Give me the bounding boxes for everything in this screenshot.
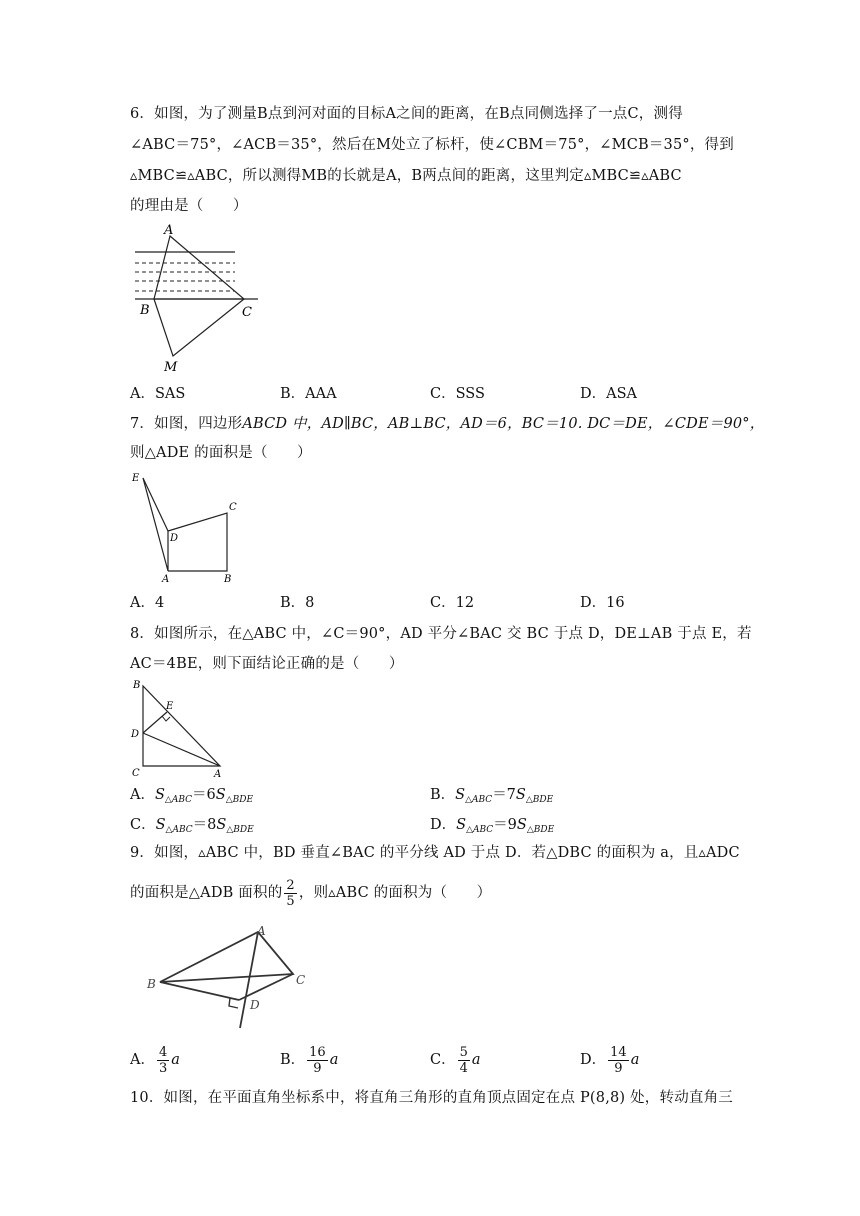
q8-option-b-s2: S: [515, 787, 526, 803]
q7-option-d[interactable]: D．16: [580, 595, 625, 611]
q6-triangle-abc: [154, 236, 244, 299]
q9-triangle-abc: [160, 932, 293, 982]
q9-option-c-den: 4: [459, 1060, 468, 1076]
q9-option-b-den: 9: [313, 1060, 322, 1076]
q7-figure-quadrilateral: [125, 468, 255, 586]
q9-segment-ad: [240, 932, 258, 1028]
q6-option-a[interactable]: A．SAS: [130, 386, 186, 402]
q9-label-a: A: [257, 924, 266, 938]
q9-option-d-var: a: [630, 1052, 640, 1068]
q8-option-b-mid: ＝7: [492, 787, 516, 803]
q8-option-c-s2: S: [216, 817, 227, 833]
q6-figure-river: [120, 222, 270, 374]
q9-option-c-label: C．: [430, 1052, 456, 1068]
q9-option-d-label: D．: [580, 1052, 607, 1068]
q8-option-d-label: D．: [430, 817, 457, 833]
q7-option-b[interactable]: B．8: [280, 595, 315, 611]
q8-label-e: E: [166, 701, 174, 712]
q8-option-d[interactable]: [430, 815, 554, 840]
q9-option-c[interactable]: [430, 1044, 481, 1076]
q8-option-b-sub2: △BDE: [525, 795, 554, 805]
q9-option-c-frac: [458, 1045, 470, 1076]
q7-text-line2: 则△ADE 的面积是（ ）: [130, 445, 312, 461]
q9-option-a-var: a: [171, 1052, 180, 1068]
q6-text-line4: 的理由是（ ）: [130, 198, 248, 214]
q6-text-line2: ∠ABC＝75°，∠ACB＝35°，然后在M处立了标杆，使∠CBM＝75°，∠MCB＝35°，得到: [130, 137, 734, 153]
q6-option-d[interactable]: D．ASA: [580, 386, 638, 402]
q7-label-c: C: [229, 502, 237, 513]
q8-option-d-sub2: △BDE: [526, 825, 555, 835]
q8-option-c-sub2: △BDE: [226, 825, 254, 835]
q7-option-a[interactable]: A．4: [130, 595, 165, 611]
q8-triangle-abc: [143, 686, 220, 766]
q8-option-b-label: B．: [430, 787, 456, 803]
q9-fraction-num: 2: [286, 877, 295, 893]
q7-text-prefix: 7．如图，四边形: [130, 416, 243, 432]
q8-option-a-s2: S: [215, 787, 226, 803]
q8-option-c-label: C．: [130, 817, 156, 833]
q8-option-c-sub1: △ABC: [165, 825, 193, 835]
q9-option-a-frac: [157, 1045, 169, 1076]
q8-option-d-s1: S: [456, 817, 467, 833]
q8-option-a-sub1: △ABC: [164, 795, 193, 805]
q9-option-b-frac: [307, 1045, 328, 1076]
q6-label-c: C: [242, 305, 252, 320]
q8-text-line2: AC＝4BE，则下面结论正确的是（ ）: [130, 656, 404, 672]
q9-option-b[interactable]: [280, 1044, 338, 1076]
q9-text-line1: 9．如图，▵ABC 中，BD 垂直∠BAC 的平分线 AD 于点 D．若△DBC 的面积为 a，且▵ADC: [130, 845, 740, 861]
q8-label-a: A: [214, 769, 222, 780]
q9-option-b-num: 16: [309, 1044, 326, 1060]
q9-option-d-num: 14: [610, 1044, 627, 1060]
q9-option-a-label: A．: [130, 1052, 155, 1068]
q9-option-b-var: a: [329, 1052, 339, 1068]
q9-option-d-frac: [608, 1045, 629, 1076]
q8-text-line1: 8．如图所示，在△ABC 中，∠C＝90°，AD 平分∠BAC 交 BC 于点 D，DE⊥AB 于点 E，若: [130, 626, 752, 642]
q9-label-b: B: [147, 977, 156, 991]
q6-label-m: M: [164, 360, 178, 374]
q9-segment-bd: [160, 982, 239, 1000]
q9-fraction: [284, 878, 296, 909]
q9-text-line2-b: ，则▵ABC 的面积为（ ）: [298, 885, 492, 901]
q7-label-b: B: [224, 574, 232, 585]
q7-label-e: E: [132, 473, 140, 484]
q8-label-c: C: [132, 768, 140, 779]
q8-option-a-sub2: △BDE: [225, 795, 254, 805]
q8-option-a[interactable]: [130, 785, 253, 810]
q9-option-b-label: B．: [280, 1052, 306, 1068]
q8-segment-de: [143, 712, 167, 733]
q8-option-c-mid: ＝8: [192, 817, 217, 833]
q9-figure-triangle: [140, 918, 330, 1033]
q9-text-line2: [130, 876, 491, 910]
q7-shape-ed-dc-cb-ba: [143, 478, 227, 571]
q8-option-b-sub1: △ABC: [465, 795, 493, 805]
q7-text-rest: ABCD 中，AD∥BC，AB⊥BC，AD＝6，BC＝10. DC＝DE，∠CDE＝90°，: [242, 416, 765, 432]
q8-right-angle-mark: [162, 716, 170, 721]
q8-figure-right-triangle: [125, 676, 235, 780]
q10-text-line1: 10．如图，在平面直角坐标系中，将直角三角形的直角顶点固定在点 P(8,8) 处，转动直角三: [130, 1090, 733, 1106]
q8-option-d-s2: S: [516, 817, 527, 833]
q7-option-c[interactable]: C．12: [430, 595, 475, 611]
q8-label-d: D: [131, 729, 140, 740]
q7-text-line1: [130, 414, 764, 434]
q8-option-a-mid: ＝6: [192, 787, 216, 803]
q6-option-b[interactable]: B．AAA: [280, 386, 337, 402]
q9-option-a-den: 3: [158, 1060, 168, 1076]
q8-option-a-s1: S: [154, 787, 165, 803]
q9-option-d[interactable]: [580, 1044, 639, 1076]
q6-label-a: A: [164, 223, 174, 238]
q9-option-d-den: 9: [614, 1060, 623, 1076]
q7-label-a: A: [162, 574, 170, 585]
q8-segment-ad: [143, 733, 220, 766]
q8-option-c[interactable]: [130, 815, 254, 840]
q8-option-d-mid: ＝9: [493, 817, 517, 833]
q6-option-c[interactable]: C．SSS: [430, 386, 485, 402]
q9-option-c-num: 5: [459, 1044, 468, 1060]
q8-option-a-label: A．: [130, 787, 155, 803]
q8-option-b-s1: S: [455, 787, 466, 803]
q9-fraction-den: 5: [286, 893, 295, 909]
q8-option-d-sub1: △ABC: [466, 825, 494, 835]
q6-label-b: B: [140, 303, 150, 318]
q6-text-line1: 6．如图，为了测量B点到河对面的目标A之间的距离，在B点同侧选择了一点C，测得: [130, 106, 683, 122]
q7-label-d: D: [170, 533, 179, 544]
q6-triangle-mbc: [154, 299, 244, 356]
q9-option-a[interactable]: [130, 1044, 180, 1076]
q8-option-c-s1: S: [155, 817, 166, 833]
q8-option-b[interactable]: [430, 785, 553, 810]
q8-label-b: B: [133, 680, 141, 691]
q9-option-c-var: a: [471, 1052, 481, 1068]
q9-label-d: D: [250, 998, 260, 1012]
q6-text-line3: ▵MBC≌▵ABC，所以测得MB的长就是A，B两点间的距离，这里判定▵MBC≌▵ABC: [130, 168, 682, 184]
q9-option-a-num: 4: [158, 1044, 168, 1060]
q9-label-c: C: [296, 973, 306, 987]
q9-text-line2-a: 的面积是△ADB 面积的: [130, 885, 283, 901]
